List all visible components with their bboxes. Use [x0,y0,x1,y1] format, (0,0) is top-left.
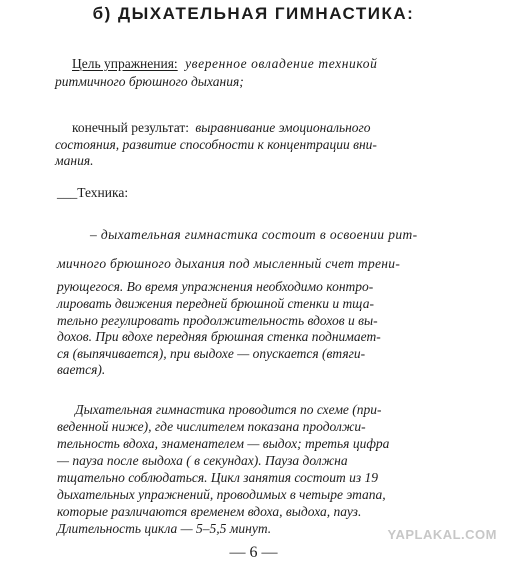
result-text-3: мания. [55,153,94,168]
technique-line: вается). [57,362,106,377]
scheme-line: дыхательных упражнений, проводимых в четыре этапа, [57,487,386,502]
result-text-2: состояния, развитие способности к концентрации вни- [55,137,377,152]
scheme-line: — пауза после выдоха ( в секундах). Пауза должна [57,453,348,468]
scheme-line: Длительность цикла — 5–5,5 минут. [57,521,272,536]
page-number: — 6 — [229,544,278,561]
result-text-1: выравнивание эмоционального [195,120,371,135]
scheme-line: тщательно соблюдаться. Цикл занятия состоит из 19 [57,470,379,485]
goal-line-1 [72,56,377,72]
scheme-line: тельность вдоха, знаменателем — выдох; третья цифра [57,436,390,451]
technique-line: рующегося. Во время упражнения необходимо контро- [57,279,374,294]
technique-line: лировать движения передней брюшной стенки и тща- [57,296,374,311]
result-line-1 [72,120,371,136]
scheme-line: которые различаются временем вдоха, выдоха, пауз. [57,504,362,519]
technique-line: дохов. При вдохе передняя брюшная стенка поднимает- [57,329,381,344]
technique-line: – дыхательная гимнастика состоит в освоении рит- [90,227,418,242]
result-label: конечный результат: [72,120,190,135]
technique-line: мичного брюшного дыхания под мысленный счет трени- [57,256,401,271]
scheme-line: веденной ниже), где числителем показана продолжи- [57,419,366,434]
technique-line: тельно регулировать продолжительность вдохов и вы- [57,313,378,328]
goal-text-1: уверенное овладение техникой [185,56,378,71]
section-title: б) ДЫХАТЕЛЬНАЯ ГИМНАСТИКА: [92,4,415,23]
scheme-line: Дыхательная гимнастика проводится по схеме (при- [75,402,382,417]
watermark-text: YAPLAKAL.COM [387,527,497,542]
technique-label: ___Техника: [57,185,129,200]
technique-line: ся (выпячивается), при выдохе — опускается (втяги- [57,346,366,361]
goal-text-2: ритмичного брюшного дыхания; [55,74,244,89]
goal-label: Цель упражнения: [72,56,178,71]
